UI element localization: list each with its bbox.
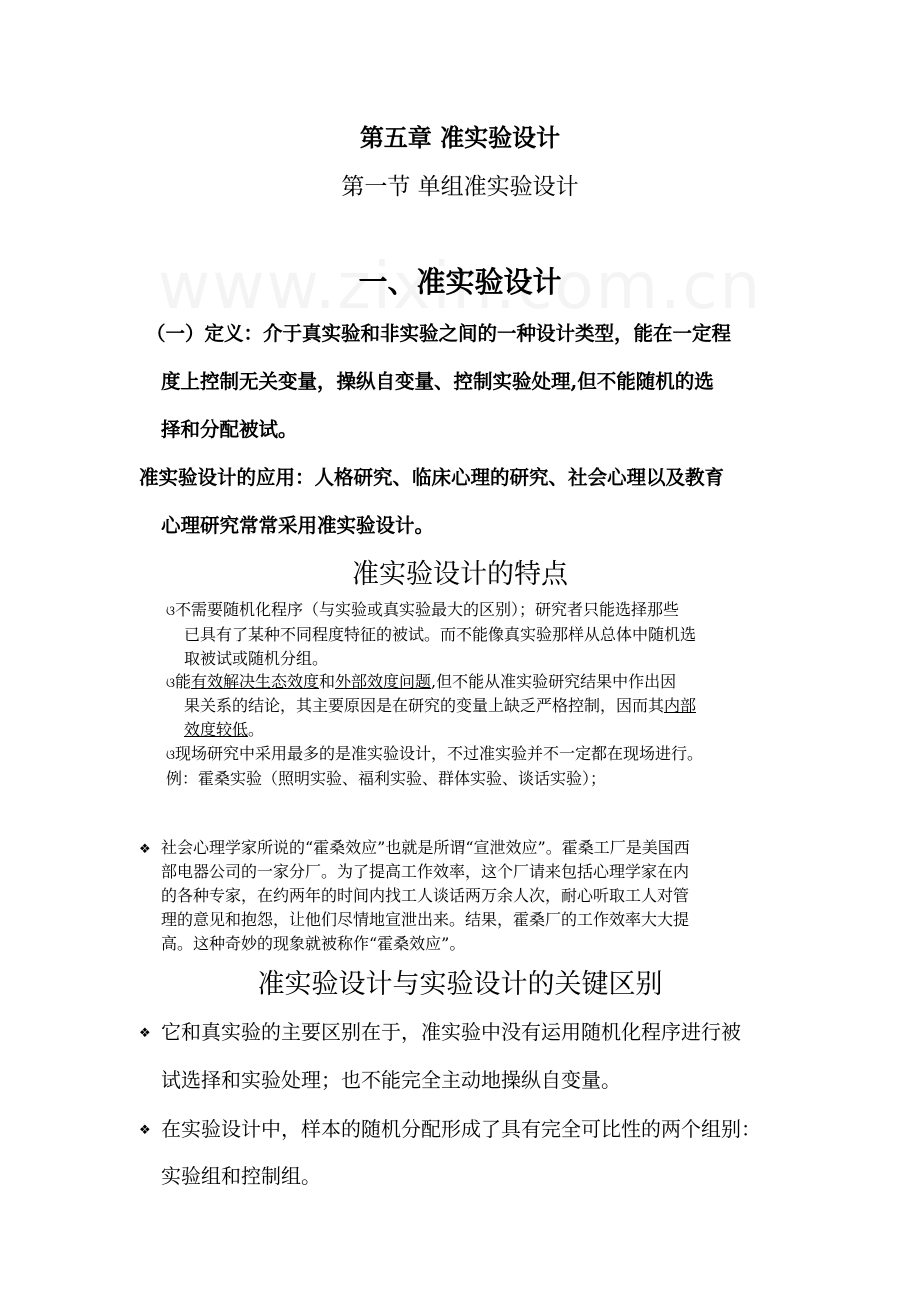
section-title: 第一节 单组准实验设计 <box>341 174 579 200</box>
underlined-validity-low: 效度较低 <box>184 720 249 739</box>
hawthorne-line-5: 高。这种奇妙的现象就被称作“霍桑效应”。 <box>161 934 466 953</box>
application-line-1: 准实验设计的应用：人格研究、临床心理的研究、社会心理以及教育 <box>139 466 725 489</box>
heading-key-difference: 准实验设计与实验设计的关键区别 <box>257 969 663 1000</box>
feature-item-2-line-3: 效度较低。 <box>184 720 265 739</box>
hawthorne-line-1: 社会心理学家所说的“霍桑效应”也就是所谓“宣泄效应”。霍桑工厂是美国西 <box>161 838 690 857</box>
feature-item-1-line-3: 取被试或随机分组。 <box>184 649 329 668</box>
feature-marker-icon: ଓ <box>166 604 175 619</box>
application-line-2: 心理研究常常采用准实验设计。 <box>161 514 435 537</box>
hawthorne-line-4: 理的意见和抱怨，让他们尽情地宣泄出来。结果，霍桑厂的工作效率大大提 <box>161 910 690 929</box>
hawthorne-line-2: 部电器公司的一家分厂。为了提高工作效率，这个厂请来包括心理学家在内 <box>161 862 690 881</box>
key-bullet-icon: ❖ <box>139 1123 151 1138</box>
feature-marker-icon: ଓ <box>166 676 175 691</box>
chapter-title: 第五章 准实验设计 <box>359 123 561 152</box>
key-item-2-line-1: 在实验设计中，样本的随机分配形成了具有完全可比性的两个组别： <box>161 1117 761 1141</box>
underlined-external-validity: 外部效度问题 <box>335 672 432 691</box>
feature-item-3-line-2: 例：霍桑实验（照明实验、福利实验、群体实验、谈话实验）； <box>166 769 607 788</box>
heading-quasi-experimental-design: 一、准实验设计 <box>358 265 562 299</box>
feature-marker-icon: ଓ <box>166 748 175 763</box>
hawthorne-line-3: 的各种专家，在约两年的时间内找工人谈话两万余人次，耐心听取工人对管 <box>161 886 690 905</box>
feature-item-3-line-1: ଓ现场研究中采用最多的是准实验设计，不过准实验并不一定都在现场进行。 <box>166 744 703 763</box>
feature-item-1-line-1 <box>166 597 679 620</box>
hawthorne-bullet-icon: ❖ <box>139 842 151 857</box>
key-item-1-line-1: 它和真实验的主要区别在于，准实验中没有运用随机化程序进行被 <box>161 1020 741 1044</box>
underlined-internal: 内部 <box>664 696 697 715</box>
feature-item-2-line-2: 果关系的结论，其主要原因是在研究的变量上缺乏严格控制，因而其内部 <box>184 696 697 715</box>
key-bullet-icon: ❖ <box>139 1026 151 1041</box>
heading-features: 准实验设计的特点 <box>352 559 568 590</box>
underlined-ecological-validity: 有效解决生态效度 <box>190 672 319 691</box>
definition-line-1: （一）定义：介于真实验和非实验之间的一种设计类型，能在一定程 <box>146 322 732 345</box>
key-item-1-line-2: 试选择和实验处理；也不能完全主动地操纵自变量。 <box>161 1068 621 1092</box>
key-item-2-line-2: 实验组和控制组。 <box>161 1164 321 1188</box>
feature-item-1-text-1: 不需要随机化程序（与实验或真实验最大的区别）；研究者只能选择那些 <box>174 600 679 619</box>
definition-line-3: 择和分配被试。 <box>161 418 298 441</box>
feature-item-1-line-2: 已具有了某种不同程度特征的被试。而不能像真实验那样从总体中随机选 <box>184 625 697 644</box>
feature-item-2-line-1: ଓ能有效解决生态效度和外部效度问题,但不能从准实验研究结果中作出因 <box>166 672 677 691</box>
definition-line-2: 度上控制无关变量，操纵自变量、控制实验处理,但不能随机的选 <box>161 370 714 393</box>
